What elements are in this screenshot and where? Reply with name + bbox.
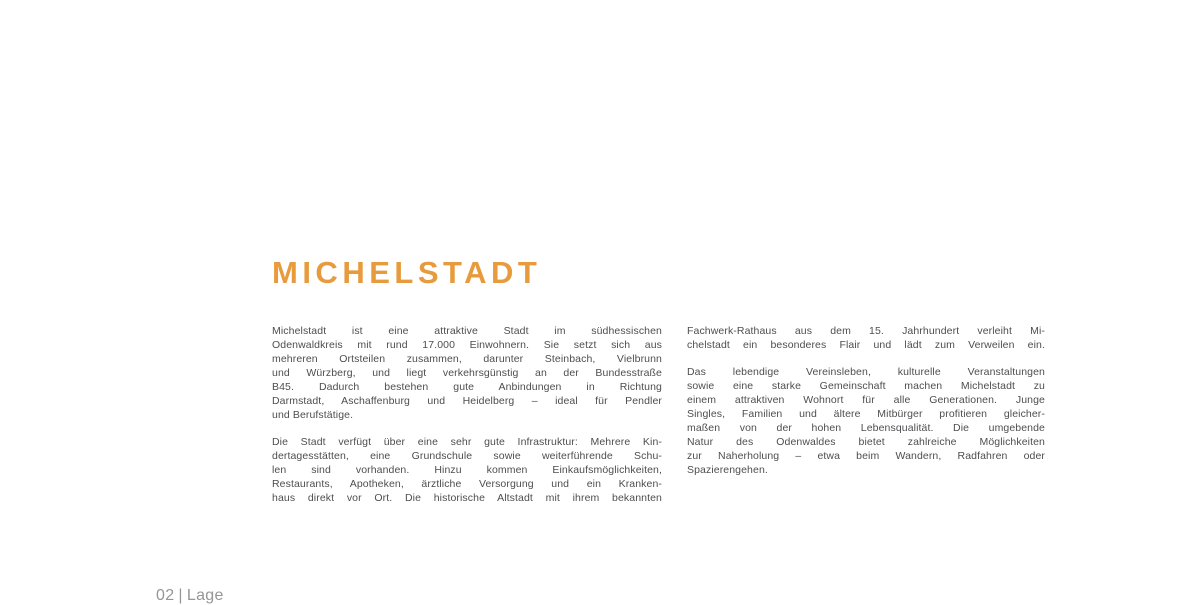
text-line: zur Naherholung – etwa beim Wandern, Radfahren oder	[687, 450, 1045, 462]
text-line: Das lebendige Vereinsleben, kulturelle Veranstaltungen	[687, 366, 1045, 378]
text-line: haus direkt vor Ort. Die historische Altstadt mit ihrem bekannten	[272, 492, 662, 504]
page-footer	[156, 586, 224, 605]
text-line: len sind vorhanden. Hinzu kommen Einkaufsmöglichkeiten,	[272, 464, 662, 476]
text-column-left	[272, 324, 662, 505]
text-line: Die Stadt verfügt über eine sehr gute Infrastruktur: Mehrere Kin-	[272, 436, 662, 448]
text-line: Fachwerk-Rathaus aus dem 15. Jahrhundert verleiht Mi-	[687, 325, 1045, 337]
footer-separator: |	[178, 587, 183, 604]
body-text-columns	[272, 324, 1045, 505]
text-line: Singles, Familien und ältere Mitbürger profitieren gleicher-	[687, 408, 1045, 420]
text-line: maßen von der hohen Lebensqualität. Die umgebende	[687, 422, 1045, 434]
paragraph-infrastructure	[272, 435, 662, 505]
text-line: und Berufstätige.	[272, 409, 354, 421]
text-line: einem attraktiven Wohnort für alle Generationen. Junge	[687, 394, 1045, 406]
section-label: Lage	[186, 587, 224, 604]
page-title: MICHELSTADT	[272, 255, 542, 290]
paragraph-rathaus	[687, 324, 1045, 352]
paragraph-intro	[272, 324, 662, 422]
text-line: Natur des Odenwaldes bietet zahlreiche Möglichkeiten	[687, 436, 1045, 448]
paragraph-community	[687, 365, 1045, 477]
text-line: Odenwaldkreis mit rund 17.000 Einwohnern. Sie setzt sich aus	[272, 339, 662, 351]
text-line: Michelstadt ist eine attraktive Stadt im südhessischen	[272, 325, 662, 337]
text-line: chelstadt ein besonderes Flair und lädt zum Verweilen ein.	[687, 339, 1045, 351]
text-line: sowie eine starke Gemeinschaft machen Michelstadt zu	[687, 380, 1045, 392]
text-line: dertagesstätten, eine Grundschule sowie weiterführende Schu-	[272, 450, 662, 462]
text-line: B45. Dadurch bestehen gute Anbindungen in Richtung	[272, 381, 662, 393]
text-line: Spazierengehen.	[687, 464, 768, 476]
text-line: Restaurants, Apotheken, ärztliche Versorgung und ein Kranken-	[272, 478, 662, 490]
text-line: Darmstadt, Aschaffenburg und Heidelberg – ideal für Pendler	[272, 395, 662, 407]
text-line: und Würzberg, und liegt verkehrsgünstig an der Bundesstraße	[272, 367, 662, 379]
page-number: 02	[156, 587, 175, 604]
text-line: mehreren Ortsteilen zusammen, darunter Steinbach, Vielbrunn	[272, 353, 662, 365]
text-column-right	[687, 324, 1045, 505]
